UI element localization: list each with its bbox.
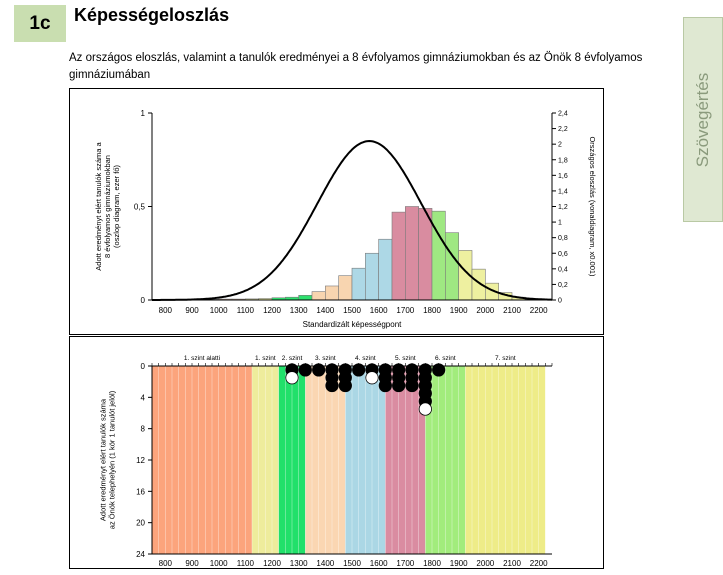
x-tick-label: 900 xyxy=(185,559,199,568)
y-axis-title xyxy=(99,390,117,529)
histogram-bar xyxy=(312,292,325,300)
student-dot-open xyxy=(366,372,378,384)
level-band-label: 1. szint alatti xyxy=(184,355,220,362)
histogram-bar xyxy=(405,207,418,301)
student-dot-filled xyxy=(339,379,351,391)
x-tick-label: 1100 xyxy=(237,306,255,315)
histogram-bar xyxy=(432,211,445,300)
x-tick-label: 1600 xyxy=(370,559,388,568)
right-tick-label: 1,6 xyxy=(558,173,568,180)
left-axis-title-line: Adott eredményt elért tanulók száma a xyxy=(94,141,103,270)
left-axis-title-line: 8 évfolyamos gimnáziumokban xyxy=(103,155,112,258)
x-tick-label: 1700 xyxy=(396,306,414,315)
left-tick-label: 0,5 xyxy=(134,203,146,212)
histogram-bar xyxy=(392,212,405,300)
histogram-panel xyxy=(69,88,604,335)
y-tick-label: 16 xyxy=(136,487,145,496)
y-tick-label: 12 xyxy=(136,456,145,465)
y-tick-label: 20 xyxy=(136,519,145,528)
level-band-label: 5. szint xyxy=(395,355,416,362)
x-tick-label: 1800 xyxy=(423,559,441,568)
x-tick-label: 1500 xyxy=(343,306,361,315)
x-tick-label: 1000 xyxy=(210,559,228,568)
x-tick-label: 800 xyxy=(159,306,173,315)
right-axis-title xyxy=(588,136,597,277)
x-tick-label: 1400 xyxy=(316,559,334,568)
x-tick-label: 800 xyxy=(159,559,173,568)
x-tick-label: 2200 xyxy=(530,306,548,315)
x-tick-label: 1500 xyxy=(343,559,361,568)
x-tick-label: 2200 xyxy=(530,559,548,568)
student-dot-filled xyxy=(312,364,324,376)
x-tick-label: 2100 xyxy=(503,306,521,315)
left-axis-title-line: (oszlop diagram, ezer fő) xyxy=(112,165,121,248)
histogram-bar xyxy=(299,295,312,300)
students-panel xyxy=(69,336,604,569)
level-band-label: 7. szint xyxy=(495,355,516,362)
left-tick-label: 0 xyxy=(141,296,146,305)
x-tick-label: 1800 xyxy=(423,306,441,315)
histogram-bar xyxy=(325,286,338,300)
x-tick-label: 1900 xyxy=(450,306,468,315)
right-tick-label: 1,4 xyxy=(558,188,568,195)
level-band-label: 1. szint xyxy=(255,355,276,362)
x-tick-label: 1000 xyxy=(210,306,228,315)
student-dot-open xyxy=(286,372,298,384)
right-tick-label: 2 xyxy=(558,142,562,149)
right-tick-label: 0 xyxy=(558,298,562,305)
section-badge xyxy=(14,5,66,42)
student-dot-filled xyxy=(326,379,338,391)
student-dot-filled xyxy=(432,364,444,376)
level-band xyxy=(152,366,252,554)
right-tick-label: 1,2 xyxy=(558,204,568,211)
x-tick-label: 2000 xyxy=(476,306,494,315)
student-dot-filled xyxy=(379,379,391,391)
y-tick-label: 0 xyxy=(141,362,146,371)
x-tick-label: 2000 xyxy=(476,559,494,568)
x-tick-label: 1600 xyxy=(370,306,388,315)
student-dot-filled xyxy=(299,364,311,376)
histogram-bar xyxy=(379,239,392,300)
level-band-label: 4. szint xyxy=(355,355,376,362)
x-tick-label: 1300 xyxy=(290,559,308,568)
histogram-bar xyxy=(445,233,458,300)
student-dot-filled xyxy=(392,379,404,391)
page-subtitle: Az országos eloszlás, valamint a tanulók eredményei a 8 évfolyamos gimnáziumokban és az Önök 8 évfolyamos gimnáziumában xyxy=(69,50,679,84)
x-tick-label: 900 xyxy=(185,306,199,315)
histogram-bar xyxy=(339,276,352,300)
student-dot-filled xyxy=(406,379,418,391)
left-axis-title xyxy=(94,141,121,270)
level-band-label: 2. szint xyxy=(282,355,303,362)
histogram-bar xyxy=(419,208,432,300)
x-tick-label: 1300 xyxy=(290,306,308,315)
section-number: 1c xyxy=(29,13,50,35)
histogram-bar xyxy=(365,253,378,300)
x-axis-title: Standardizált képességpont xyxy=(303,320,403,329)
student-dots-chart xyxy=(70,337,603,570)
right-tick-label: 0,4 xyxy=(558,266,568,273)
level-band-label: 6. szint xyxy=(435,355,456,362)
right-tick-label: 2,2 xyxy=(558,126,568,133)
right-tick-label: 1 xyxy=(558,220,562,227)
x-tick-label: 1900 xyxy=(450,559,468,568)
side-tab-label: Szövegértés xyxy=(693,72,713,167)
side-tab[interactable] xyxy=(683,17,723,222)
y-tick-label: 8 xyxy=(141,425,146,434)
y-axis-title-line: az Önök telephelyén (1 kör 1 tanulót jelöl) xyxy=(108,390,117,529)
y-tick-label: 4 xyxy=(141,393,146,402)
y-tick-label: 24 xyxy=(136,550,145,559)
x-tick-label: 1100 xyxy=(237,559,255,568)
level-band-label: 3. szint xyxy=(315,355,336,362)
right-tick-label: 2,4 xyxy=(558,111,568,118)
distribution-chart xyxy=(70,89,603,334)
x-tick-label: 1700 xyxy=(396,559,414,568)
right-tick-label: 1,8 xyxy=(558,157,568,164)
right-tick-label: 0,8 xyxy=(558,235,568,242)
page-title: Képességeloszlás xyxy=(74,5,229,26)
y-axis-title-line: Adott eredményt elért tanulók száma xyxy=(99,398,108,521)
right-axis-title-text: Országos eloszlás (vonaldiagram, x0.001) xyxy=(588,136,597,277)
right-tick-label: 0,6 xyxy=(558,251,568,258)
student-dot-open xyxy=(419,403,431,415)
right-tick-label: 0,2 xyxy=(558,282,568,289)
x-tick-label: 2100 xyxy=(503,559,521,568)
x-tick-label: 1200 xyxy=(263,559,281,568)
student-dot-filled xyxy=(352,364,364,376)
x-tick-label: 1200 xyxy=(263,306,281,315)
left-tick-label: 1 xyxy=(141,109,146,118)
x-tick-label: 1400 xyxy=(316,306,334,315)
histogram-bar xyxy=(352,268,365,300)
